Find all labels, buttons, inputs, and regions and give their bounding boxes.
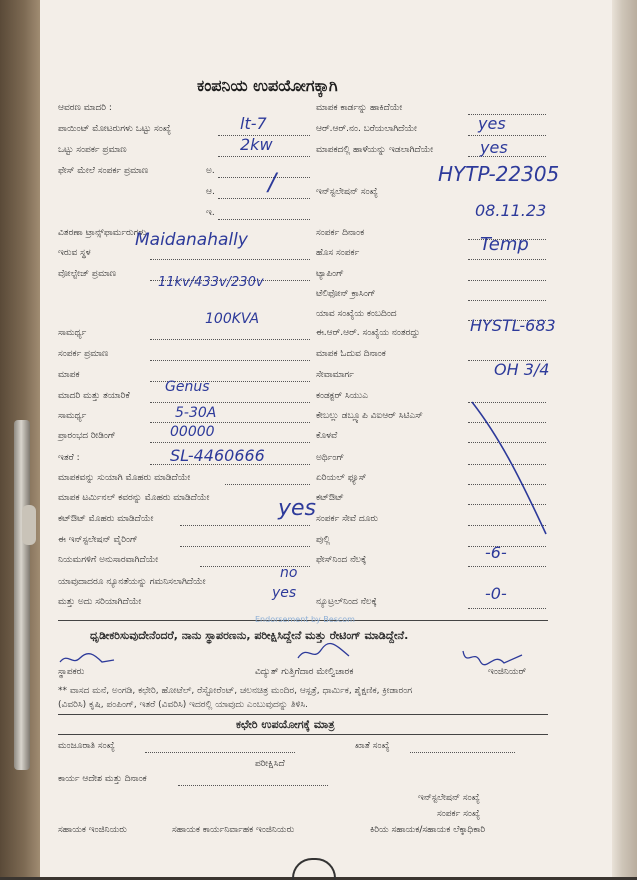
field-label: ಈ ಇನ್‌ಸ್ಟಲೇಷನ್ ವೈರಿಂಗ್: [58, 535, 138, 545]
blank-line: [468, 608, 546, 609]
blank-line: [468, 135, 546, 136]
handwritten-err-no: HYSTL-683: [470, 316, 556, 335]
blank-line: [145, 752, 295, 753]
blank-line: [150, 402, 310, 403]
binder-clip-tab: [22, 505, 36, 545]
field-label: ನಿಯಮಗಳಿಗೆ ಅನುಸಾರವಾಗಿದೆಯೇ: [58, 555, 159, 565]
installer-signature: [58, 650, 118, 668]
divider: [58, 714, 548, 715]
handwritten-meter-card: yes: [478, 114, 506, 133]
field-label: ಮಂಜೂರಾತಿ ಸಂಖ್ಯೆ: [58, 741, 115, 751]
handwritten-voltage: 11kv/433v/230v: [158, 275, 264, 290]
supervisor-signature: [295, 642, 355, 664]
field-label: ಆ.: [206, 187, 215, 197]
field-label: ಟ್ಯಾಪಿಂಗ್: [316, 269, 344, 279]
field-label: ನ್ಯೂಟ್ರಲ್‌ನಿಂದ ನೆಲಕ್ಕೆ: [316, 597, 377, 607]
field-label: ಯಾವ ಸಂಖ್ಯೆಯ ಕಂಬದಿಂದ: [316, 309, 397, 319]
field-label: ಈ.ಆರ್.ಆರ್. ಸಂಖ್ಯೆಯ ನಂತರದ್ದು: [316, 328, 420, 338]
footer-label: ಸಹಾಯಕ ಕಾರ್ಯನಿರ್ವಾಹಕ ಇಂಜಿನಿಯರು: [172, 825, 295, 835]
handwritten-capacity: 100KVA: [205, 311, 260, 327]
field-label: ಫೇಸ್ ಮೇಲೆ ಸಂಪರ್ಕ ಪ್ರಮಾಣ: [58, 166, 149, 176]
blank-line: [150, 259, 310, 260]
signature-label-engineer: ಇಂಜಿನಿಯರ್: [488, 667, 527, 677]
declaration-text: ಧೃಡೀಕರಿಸುವುದೇನೆಂದರೆ, ನಾನು ಸ್ಥಾಪರಣನು, ಪರೀಕ್ಷಿಸಿದ್ದೇನೆ ಮತ್ತು ರೇಟಿಂಗ್ ಮಾಡಿದ್ದೇನೆ.: [90, 629, 409, 642]
field-label: ಇತರೆ :: [58, 453, 80, 463]
handwritten-sealed: yes: [278, 496, 317, 521]
blank-line: [410, 752, 515, 753]
field-label: ಮಾಪಕ ಟರ್ಮಿನಲ್ ಕವರನ್ನು ಮೊಹರು ಮಾಡಿದೆಯೇ: [58, 493, 210, 503]
blank-line: [225, 484, 310, 485]
field-label: ಇನ್‌ಸ್ಟಲೇಷನ್ ಸಂಖ್ಯೆ: [316, 187, 378, 197]
note-line: ** ವಾಸದ ಮನೆ, ಅಂಗಡಿ, ಕಛೇರಿ, ಹೋಟೆಲ್, ರೆಸ್ಟೋರೆಂಟ್, ಚಲನಚಿತ್ರ ಮಂದಿರ, ಆಸ್ಪತ್ರೆ, ಧಾರ್ಮಿಕ, ಶೈಕ್ಷಣಿಕ, ಕ್ರೀಡಾರಂಗ: [58, 686, 413, 696]
field-label: ಯಾವುದಾದರೂ ನ್ಯೂನತೆಯನ್ನು ಗಮನಿಸಲಾಗಿದೆಯೇ: [58, 577, 206, 587]
handwritten-installation-no: HYTP-22305: [438, 162, 560, 186]
blank-line: [218, 198, 310, 199]
field-label: ಕಂಡಕ್ಟರ್ ಸಿಯುಎ: [316, 391, 369, 401]
blank-line: [468, 566, 546, 567]
field-label: ಸಂಪರ್ಕ ಸೇವೆ ದೂರು: [316, 514, 379, 524]
blank-line: [150, 360, 310, 361]
footer-label: ಕಿರಿಯ ಸಹಾಯಕ/ಸಹಾಯಕ ಲೆಕ್ಕಾಧಿಕಾರಿ: [370, 825, 486, 835]
field-label: ಸಾಮರ್ಥ್ಯ: [58, 328, 87, 338]
field-label: ಆರ್.ಆರ್.ನಂ. ಬರೆಯಲಾಗಿದೆಯೇ: [316, 124, 417, 134]
field-label: ಕೇಬಲ್ಲು ಡಬ್ಲ್ಯೂಪಿ ವಿಐಆರ್ ಸಿಟಿಎಸ್: [316, 411, 423, 421]
field-label: ಮಾಪಕ ಓದುವ ದಿನಾಂಕ: [316, 349, 386, 359]
field-label: ಇ.: [206, 208, 215, 218]
field-label: ಒಟ್ಟು ಸಂಪರ್ಕ ಪ್ರಮಾಣ: [58, 145, 127, 155]
handwritten-meter-capacity: 5-30A: [175, 405, 217, 421]
handwritten-phase-earth: -6-: [485, 543, 507, 562]
form-title: ಕಂಪನಿಯ ಉಪಯೋಗಕ್ಕಾಗಿ: [197, 76, 338, 95]
field-label: ಕಟ್‌ಔಟ್ ಮೊಹರು ಮಾಡಿದೆಯೇ: [58, 514, 154, 524]
blank-line: [180, 546, 310, 547]
handwritten-point-motors: lt-7: [240, 114, 267, 133]
field-label: ಮಾಪಕದಲ್ಲಿ ಹಾಳೆಯನ್ನು ಇಡಲಾಗಿದೆಯೇ: [316, 145, 434, 155]
field-label: ಪ್ರಾರಂಭದ ರೀಡಿಂಗ್: [58, 431, 116, 441]
handwritten-initial-reading: 00000: [170, 424, 215, 440]
field-label: ಕಾರ್ಯ ಆದೇಶ ಮತ್ತು ದಿನಾಂಕ: [58, 774, 147, 784]
footer-label: ಸಹಾಯಕ ಇಂಜಿನಿಯರು: [58, 825, 127, 835]
field-label: ಇನ್‌ಸ್ಟಲೇಷನ್ ಸಂಖ್ಯೆ: [418, 793, 480, 803]
handwritten-others: SL-4460666: [170, 446, 265, 465]
handwritten-service-line: OH 3/4: [494, 360, 550, 379]
handwritten-strike-line: [470, 398, 550, 538]
field-label: ಟೆಲಿಫೋನ್ ಕ್ರಾಸಿಂಗ್: [316, 289, 376, 299]
field-label: ಏರಿಯಲ್ ಫ್ಯೂಸ್: [316, 473, 367, 483]
handwritten-make: Genus: [165, 379, 210, 395]
blank-line: [468, 546, 546, 547]
watermark-text: Endorsement by Bescom: [255, 615, 355, 624]
field-label: ಕಟ್‌ಔಟ್: [316, 493, 344, 503]
field-label: ಅರ್ಥಿಂಗ್: [316, 453, 345, 463]
field-label: ಖಾತೆ ಸಂಖ್ಯೆ: [355, 741, 390, 751]
blank-line: [150, 442, 310, 443]
field-label: ವೋಲ್ಟೇಜ್ ಪ್ರಮಾಣ: [58, 269, 117, 279]
field-label: ಪಾಯಿಂಟ್ ಮೋಟರುಗಳು ಒಟ್ಟು ಸಂಖ್ಯೆ: [58, 124, 171, 134]
handwritten-location: Maidanahally: [135, 230, 248, 250]
handwritten-connection-date: 08.11.23: [475, 201, 547, 220]
field-label: ಮಾಪಕ: [58, 370, 80, 380]
field-label: ಅ.: [206, 166, 215, 176]
blank-line: [218, 219, 310, 220]
handwritten-correct: yes: [272, 585, 297, 601]
office-header: ಕಛೇರಿ ಉಪಯೋಗಕ್ಕೆ ಮಾತ್ರ: [236, 718, 335, 731]
field-label: ಸಂಪರ್ಕ ದಿನಾಂಕ: [316, 228, 365, 238]
field-label: ಆವರಣ ಮಾದರಿ :: [58, 103, 112, 113]
field-label: ಸಾಮರ್ಥ್ಯ: [58, 411, 87, 421]
field-label: ಕೊಳವೆ: [316, 431, 338, 441]
blank-line: [468, 280, 546, 281]
signature-label-supervisor: ವಿದ್ಯುತ್ ಗುತ್ತಿಗೆದಾರ ಮೇಲ್ವಿಚಾರಕ: [255, 667, 354, 677]
field-label: ಮತ್ತು ಅದು ಸರಿಯಾಗಿದೆಯೇ: [58, 597, 142, 607]
field-label: ಮಾಪಕ ಕಾರ್ಡನ್ನು ಹಾಕಿದೆಯೇ: [316, 103, 403, 113]
paper-stack-edge: [612, 0, 637, 877]
field-label: ಸಂಪರ್ಕ ಪ್ರಮಾಣ: [58, 349, 109, 359]
blank-line: [150, 422, 310, 423]
field-label: ಇರುವ ಸ್ಥಳ: [58, 248, 91, 258]
handwritten-neutral-earth: -0-: [485, 584, 507, 603]
field-label: ಸೇವಾಮಾರ್ಗ: [316, 370, 354, 380]
handwritten-rr-no: yes: [480, 138, 508, 157]
field-label: ಪರೀಕ್ಷಿಸಿದೆ: [255, 759, 285, 769]
field-label: ಮಾಪಕವನ್ನು ಸುಯಾಗಿ ಮೊಹರು ಮಾಡಿದೆಯೇ: [58, 473, 191, 483]
field-label: ಪುಲ್ಲಿ: [316, 535, 331, 545]
signature-label-installer: ಸ್ಥಾಪಕರು: [58, 667, 85, 677]
blank-line: [218, 177, 310, 178]
field-label: ಸಂಪರ್ಕ ಸಂಖ್ಯೆ: [437, 809, 481, 819]
note-line: (ವಿವರಿಸಿ) ಕೃಷಿ, ಪಂಪಿಂಗ್, ಇತರೆ (ವಿವರಿಸಿ) ಇದರಲ್ಲಿ ಯಾವುದು ಎಂಬುವುದನ್ನು ತಿಳಿಸಿ.: [58, 700, 309, 710]
blank-line: [468, 259, 546, 260]
blank-line: [218, 156, 310, 157]
engineer-signature: [460, 645, 526, 669]
handwritten-new-connection: Temp: [480, 234, 529, 255]
handwritten-defects: no: [280, 565, 298, 581]
field-label: ಫೇಸ್‌ನಿಂದ ನೆಲಕ್ಕೆ: [316, 555, 367, 565]
blank-line: [180, 525, 310, 526]
blank-line: [468, 300, 546, 301]
field-label: ಮಾದರಿ ಮತ್ತು ತಯಾರಿಕೆ: [58, 391, 130, 401]
field-label: ಹೊಸ ಸಂಪರ್ಕ: [316, 248, 360, 258]
binder-clip: [14, 420, 30, 770]
divider: [58, 734, 548, 735]
blank-line: [150, 339, 310, 340]
field-label: ವಿತರಣಾ ಟ್ರಾನ್ಸ್‌ಫಾರ್ಮರುಗಳು: [58, 228, 147, 238]
handwritten-stroke: /: [268, 168, 277, 196]
blank-line: [178, 785, 328, 786]
handwritten-total-load: 2kw: [240, 135, 273, 154]
